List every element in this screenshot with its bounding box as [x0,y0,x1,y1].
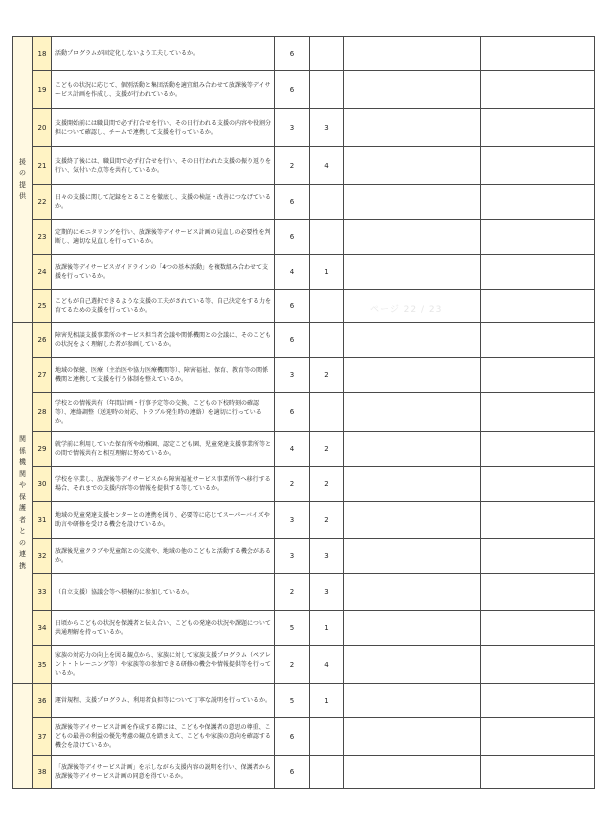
answer-neutral-count [310,290,344,323]
table-row [13,147,595,185]
question-text: 「放課後等デイサービス計画」を示しながら支援内容の説明を行い、保護者から放課後等デイサービス計画の同意を得ているか。 [52,756,275,789]
comment-cell [481,71,595,109]
table-row [13,323,595,358]
answer-cell [344,358,481,393]
answer-cell [344,718,481,756]
question-text: 就学前に利用していた保育所や幼稚園、認定こども園、児童発達支援事業所等との間で情報共有と相互理解に努めているか。 [52,432,275,467]
item-number: 21 [33,147,52,185]
item-number: 24 [33,255,52,290]
evaluation-table-body [13,37,595,789]
page-watermark: ページ 22 / 23 [370,305,443,315]
question-text: こどもの状況に応じて、個別活動と集団活動を適宜組み合わせて放課後等デイサービス計画を作成し、支援が行われているか。 [52,71,275,109]
comment-cell [481,467,595,502]
answer-yes-count: 4 [275,432,310,467]
answer-yes-count: 2 [275,574,310,611]
answer-neutral-count: 3 [310,574,344,611]
answer-neutral-count: 4 [310,147,344,185]
item-number: 37 [33,718,52,756]
question-text: こどもが自己選択できるような支援の工夫がされている等、自己決定をする力を育てるための支援を行っているか。 [52,290,275,323]
answer-neutral-count: 2 [310,502,344,539]
table-row [13,290,595,323]
comment-cell [481,147,595,185]
table-row [13,358,595,393]
question-text: 放課後等デイサービスガイドラインの「4つの基本活動」を複数組み合わせて支援を行っているか。 [52,255,275,290]
answer-yes-count: 3 [275,358,310,393]
answer-neutral-count: 1 [310,684,344,718]
answer-neutral-count [310,323,344,358]
comment-cell [481,323,595,358]
item-number: 38 [33,756,52,789]
table-row [13,574,595,611]
comment-cell [481,539,595,574]
answer-yes-count: 6 [275,71,310,109]
item-number: 36 [33,684,52,718]
answer-neutral-count [310,756,344,789]
answer-cell [344,467,481,502]
table-row [13,255,595,290]
answer-neutral-count [310,220,344,255]
item-number: 28 [33,393,52,432]
comment-cell [481,358,595,393]
comment-cell [481,393,595,432]
comment-cell [481,611,595,646]
category-label: 援の提供 [13,37,33,323]
answer-cell [344,646,481,684]
answer-cell [344,109,481,147]
item-number: 19 [33,71,52,109]
answer-neutral-count: 1 [310,611,344,646]
answer-yes-count: 3 [275,539,310,574]
item-number: 31 [33,502,52,539]
answer-cell [344,393,481,432]
item-number: 20 [33,109,52,147]
comment-cell [481,756,595,789]
answer-yes-count: 5 [275,684,310,718]
answer-cell [344,147,481,185]
answer-neutral-count [310,185,344,220]
item-number: 29 [33,432,52,467]
question-text: 学校を卒業し、放課後等デイサービスから障害福祉サービス事業所等へ移行する場合、それまでの支援内容等の情報を提供する等しているか。 [52,467,275,502]
question-text: 日頃からこどもの状況を保護者と伝え合い、こどもの発達の状況や課題について共通理解を持っているか。 [52,611,275,646]
comment-cell [481,502,595,539]
answer-neutral-count: 3 [310,109,344,147]
answer-neutral-count: 2 [310,358,344,393]
comment-cell [481,220,595,255]
answer-cell [344,684,481,718]
item-number: 18 [33,37,52,71]
question-text: （自立支援）協議会等へ積極的に参加しているか。 [52,574,275,611]
question-text: 活動プログラムが固定化しないよう工夫しているか。 [52,37,275,71]
answer-yes-count: 3 [275,109,310,147]
table-row [13,37,595,71]
item-number: 23 [33,220,52,255]
comment-cell [481,574,595,611]
answer-yes-count: 6 [275,185,310,220]
answer-neutral-count [310,718,344,756]
table-row [13,756,595,789]
answer-yes-count: 6 [275,718,310,756]
question-text: 定期的にモニタリングを行い、放課後等デイサービス計画の見直しの必要性を判断し、適切な見直しを行っているか。 [52,220,275,255]
table-row [13,220,595,255]
category-label: 関係機関や保護者との連携 [13,323,33,684]
answer-yes-count: 2 [275,646,310,684]
table-row [13,611,595,646]
answer-cell [344,756,481,789]
answer-yes-count: 3 [275,502,310,539]
answer-neutral-count: 1 [310,255,344,290]
question-text: 支援開始前には職員間で必ず打合せを行い、その日行われる支援の内容や役割分担について確認し、チームで連携して支援を行っているか。 [52,109,275,147]
answer-cell [344,574,481,611]
category-label [13,684,33,789]
question-text: 地域の児童発達支援センターとの連携を図り、必要等に応じてスーパーバイズや助言や研修を受ける機会を設けているか。 [52,502,275,539]
answer-neutral-count [310,71,344,109]
answer-cell [344,611,481,646]
comment-cell [481,290,595,323]
answer-yes-count: 2 [275,467,310,502]
table-row [13,646,595,684]
table-row [13,502,595,539]
comment-cell [481,684,595,718]
answer-yes-count: 4 [275,255,310,290]
answer-yes-count: 6 [275,323,310,358]
answer-yes-count: 6 [275,290,310,323]
item-number: 27 [33,358,52,393]
item-number: 26 [33,323,52,358]
comment-cell [481,185,595,220]
item-number: 22 [33,185,52,220]
answer-cell [344,432,481,467]
comment-cell [481,646,595,684]
answer-neutral-count [310,393,344,432]
table-row [13,718,595,756]
question-text: 放課後等デイサービス計画を作成する際には、こどもや保護者の意思の尊重、こどもの最善の利益の優先考慮の観点を踏まえて、こどもや家族の意向を確認する機会を設けているか。 [52,718,275,756]
answer-neutral-count: 2 [310,432,344,467]
table-row [13,71,595,109]
evaluation-table [12,36,595,789]
comment-cell [481,255,595,290]
item-number: 32 [33,539,52,574]
table-row [13,185,595,220]
comment-cell [481,37,595,71]
item-number: 30 [33,467,52,502]
answer-yes-count: 6 [275,756,310,789]
table-row [13,467,595,502]
answer-yes-count: 6 [275,220,310,255]
question-text: 運営規程、支援プログラム、利用者負担等について丁寧な説明を行っているか。 [52,684,275,718]
table-row [13,539,595,574]
table-row [13,684,595,718]
question-text: 家族の対応力の向上を図る観点から、家族に対して家族支援プログラム（ペアレント・トレーニング等）や家族等の参加できる研修の機会や情報提供等を行っているか。 [52,646,275,684]
table-row [13,109,595,147]
answer-yes-count: 5 [275,611,310,646]
answer-neutral-count [310,37,344,71]
answer-cell [344,255,481,290]
answer-yes-count: 2 [275,147,310,185]
answer-cell [344,502,481,539]
answer-neutral-count: 4 [310,646,344,684]
item-number: 34 [33,611,52,646]
table-row [13,432,595,467]
question-text: 支援終了後には、職員間で必ず打合せを行い、その日行われた支援の振り返りを行い、気付いた点等を共有しているか。 [52,147,275,185]
item-number: 33 [33,574,52,611]
question-text: 放課後児童クラブや児童館との交流や、地域の他のこどもと活動する機会があるか。 [52,539,275,574]
question-text: 障害児相談支援事業所のサービス担当者会議や関係機関との会議に、そのこどもの状況をよく理解した者が参画しているか。 [52,323,275,358]
answer-cell [344,539,481,574]
answer-neutral-count: 2 [310,467,344,502]
item-number: 35 [33,646,52,684]
answer-cell [344,185,481,220]
question-text: 学校との情報共有（年間計画・行事予定等の交換、こどもの下校時刻の確認等）、連絡調整（送迎時の対応、トラブル発生時の連絡）を適切に行っているか。 [52,393,275,432]
question-text: 日々の支援に関して記録をとることを徹底し、支援の検証・改善につなげているか。 [52,185,275,220]
answer-cell [344,220,481,255]
answer-cell [344,71,481,109]
comment-cell [481,432,595,467]
item-number: 25 [33,290,52,323]
answer-yes-count: 6 [275,37,310,71]
comment-cell [481,109,595,147]
answer-neutral-count: 3 [310,539,344,574]
answer-cell [344,37,481,71]
table-row [13,393,595,432]
answer-yes-count: 6 [275,393,310,432]
answer-cell [344,323,481,358]
comment-cell [481,718,595,756]
question-text: 地域の保健、医療（主治医や協力医療機関等）、障害福祉、保育、教育等の関係機関と連携して支援を行う体制を整えているか。 [52,358,275,393]
